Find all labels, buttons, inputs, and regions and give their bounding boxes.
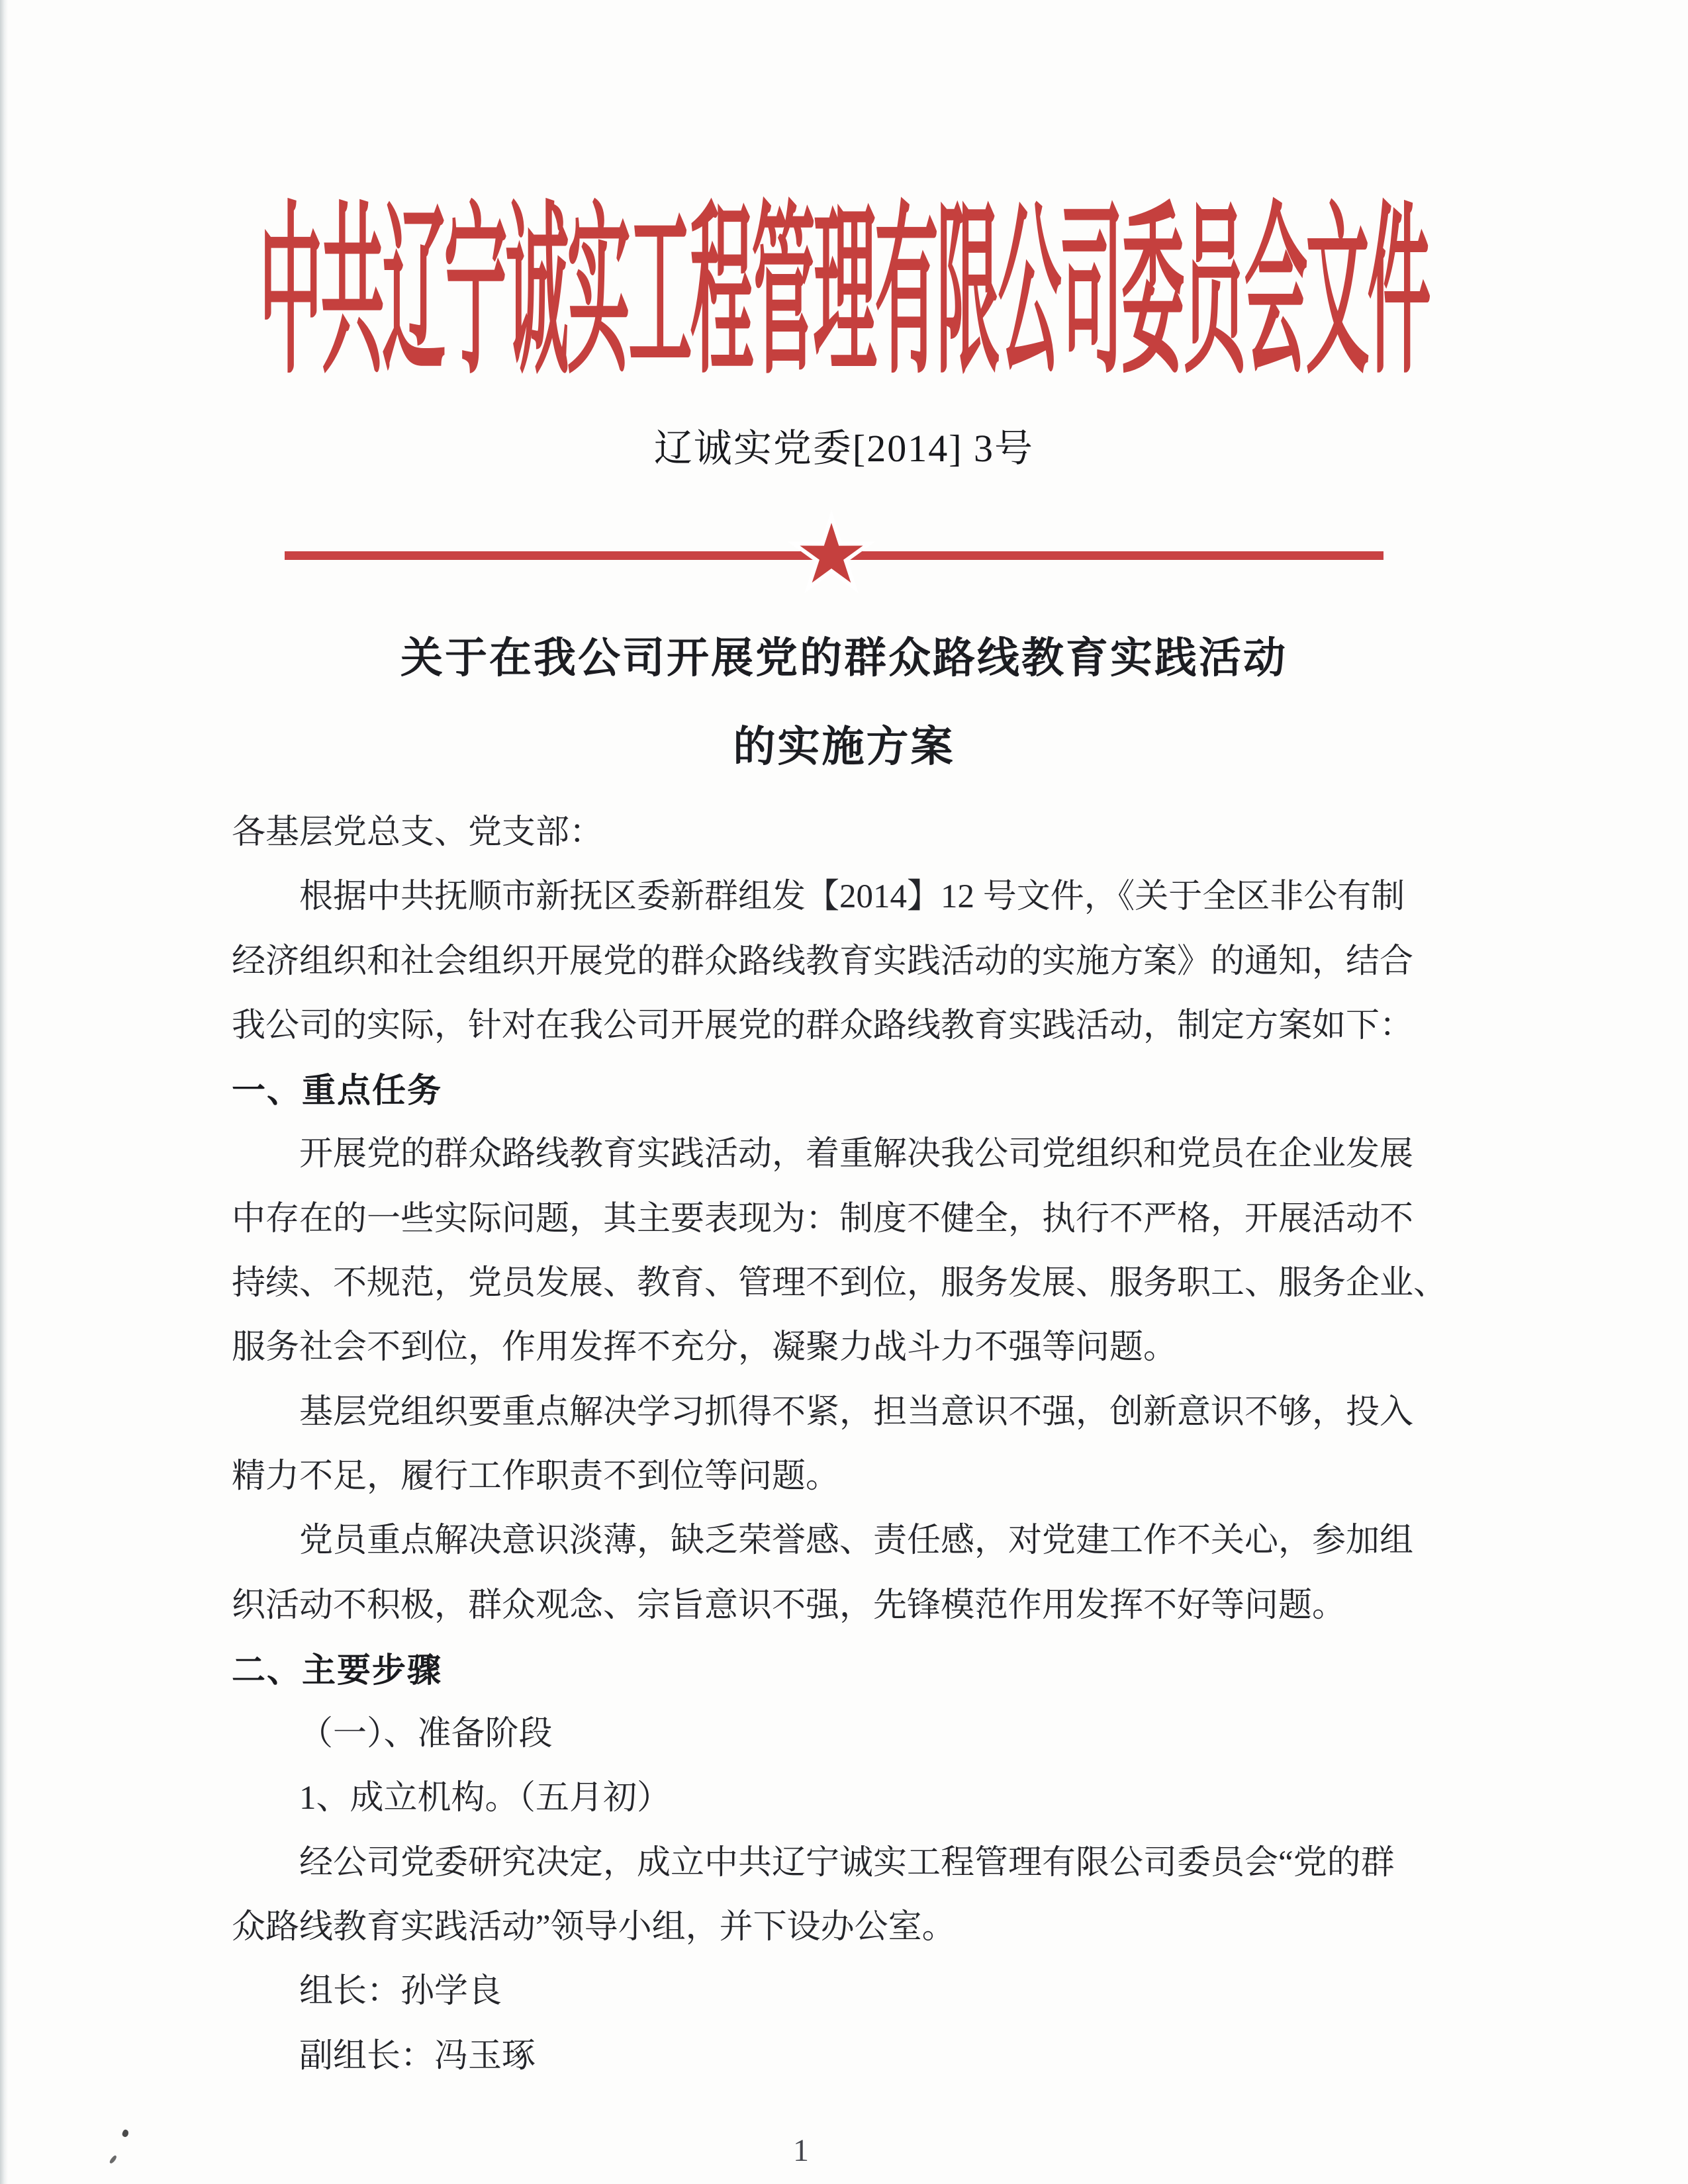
document-title-line1: 关于在我公司开展党的群众路线教育实践活动 bbox=[400, 635, 1288, 682]
body-line: 一、重点任务 bbox=[232, 1071, 443, 1110]
body-line: 二、主要步骤 bbox=[232, 1651, 443, 1689]
body-line: 根据中共抚顺市新抚区委新群组发【2014】12 号文件，《关于全区非公有制 bbox=[299, 878, 1405, 916]
red-star-icon bbox=[800, 523, 863, 583]
body-line: 经济组织和社会组织开展党的群众路线教育实践活动的实施方案》的通知，结合 bbox=[232, 942, 1414, 980]
body-line: 各基层党总支、党支部： bbox=[232, 814, 604, 851]
ink-speck bbox=[109, 2155, 118, 2165]
body-line: 中存在的一些实际问题，其主要表现为：制度不健全，执行不严格，开展活动不 bbox=[232, 1200, 1414, 1238]
body-line: 服务社会不到位，作用发挥不充分，凝聚力战斗力不强等问题。 bbox=[232, 1329, 1178, 1367]
body-line: 持续、不规范，党员发展、教育、管理不到位，服务发展、服务职工、服务企业、 bbox=[232, 1265, 1448, 1302]
body-line: 经公司党委研究决定，成立中共辽宁诚实工程管理有限公司委员会“党的群 bbox=[299, 1844, 1395, 1882]
body-line: 织活动不积极，群众观念、宗旨意识不强，先锋模范作用发挥不好等问题。 bbox=[232, 1586, 1346, 1624]
org-header-title: 中共辽宁诚实工程管理有限公司委员会文件 bbox=[259, 190, 1429, 396]
document-title-line2: 的实施方案 bbox=[733, 723, 955, 770]
body-line: 组长：孙学良 bbox=[299, 1973, 502, 2011]
document-body bbox=[232, 801, 1470, 2089]
body-line: 精力不足，履行工作职责不到位等问题。 bbox=[232, 1457, 840, 1495]
body-line: 开展党的群众路线教育实践活动，着重解决我公司党组织和党员在企业发展 bbox=[299, 1136, 1414, 1173]
body-line: 1、成立机构。（五月初） bbox=[299, 1780, 671, 1817]
ink-speck bbox=[121, 2129, 130, 2138]
body-line: （一）、准备阶段 bbox=[299, 1715, 553, 1753]
body-line: 党员重点解决意识淡薄，缺乏荣誉感、责任感，对党建工作不关心，参加组 bbox=[299, 1522, 1414, 1560]
body-line: 基层党组织要重点解决学习抓得不紧，担当意识不强，创新意识不够，投入 bbox=[299, 1393, 1414, 1431]
body-line: 众路线教育实践活动”领导小组，并下设办公室。 bbox=[232, 1909, 956, 1946]
body-line: 我公司的实际，针对在我公司开展党的群众路线教育实践活动，制定方案如下： bbox=[232, 1007, 1414, 1044]
body-line: 副组长：冯玉琢 bbox=[299, 2037, 536, 2075]
red-divider-rule bbox=[285, 522, 1383, 588]
page-number: 1 bbox=[793, 2133, 809, 2168]
doc-number: 辽诚实党委[2014] 3号 bbox=[653, 427, 1035, 470]
